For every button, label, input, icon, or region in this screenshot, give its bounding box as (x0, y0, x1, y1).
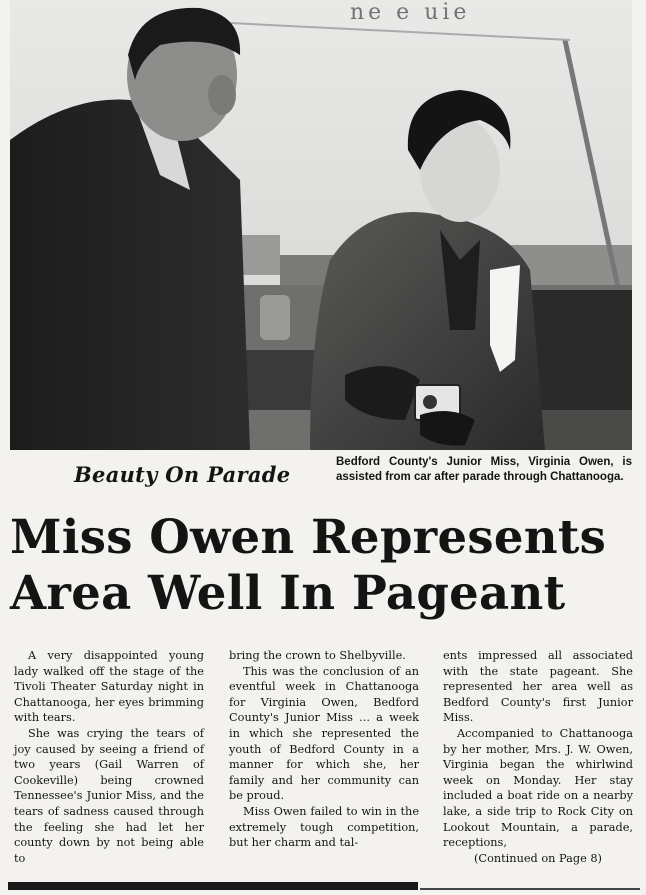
photo-illustration (10, 0, 632, 450)
caption-text: Bedford County's Junior Miss, Virginia Owen, is assisted from car after parade through Chattanooga. (336, 456, 632, 483)
paragraph: bring the crown to Shelbyville. (229, 649, 406, 662)
paragraph: She was crying the tears of joy caused by seeing a friend of two years (Gail Warren of Cookeville) being crowned Tennessee's Junior Miss, and the tears of sadness caused through the feeling she had let her county down by not being able to (14, 726, 204, 865)
headline-line-2: Area Well In Pageant (10, 566, 566, 621)
headline-line-1: Miss Owen Represents (10, 510, 607, 565)
headline (10, 510, 630, 622)
paragraph: Accompanied to Chattanooga by her mother, Mrs. J. W. Owen, Virginia began the whirlwind week on Monday. Her stay included a boat ride on a nearby lake, a side trip to Rock City on Lookout Mountain, a parade, receptions, (443, 726, 633, 850)
paragraph: This was the conclusion of an eventful week in Chattanooga for Virginia Owen, Bedford County's Junior Miss ... a week in which she represented the youth of Bedford County in a manner for which she, her family and her community can be proud. (229, 664, 419, 803)
bottom-rule-thin (420, 888, 640, 890)
bottom-rule (8, 882, 418, 890)
article-column-3 (443, 648, 633, 866)
photo-banner-text: ne e uie (350, 0, 471, 25)
news-photo (10, 0, 632, 450)
paragraph: ents impressed all associated with the state pageant. She represented her area well as Bedford County's first Junior Miss. (443, 649, 633, 725)
article-column-2 (229, 648, 419, 851)
paragraph: A very disappointed young lady walked off the stage of the Tivoli Theater Saturday night in Chattanooga, her eyes brimming with tears. (14, 649, 204, 725)
paragraph: Miss Owen failed to win in the extremely tough competition, but her charm and tal- (229, 804, 419, 850)
article-column-1 (14, 648, 204, 866)
caption-slug: Beauty On Parade (74, 462, 291, 487)
continued-notice: (Continued on Page 8) (474, 851, 602, 865)
